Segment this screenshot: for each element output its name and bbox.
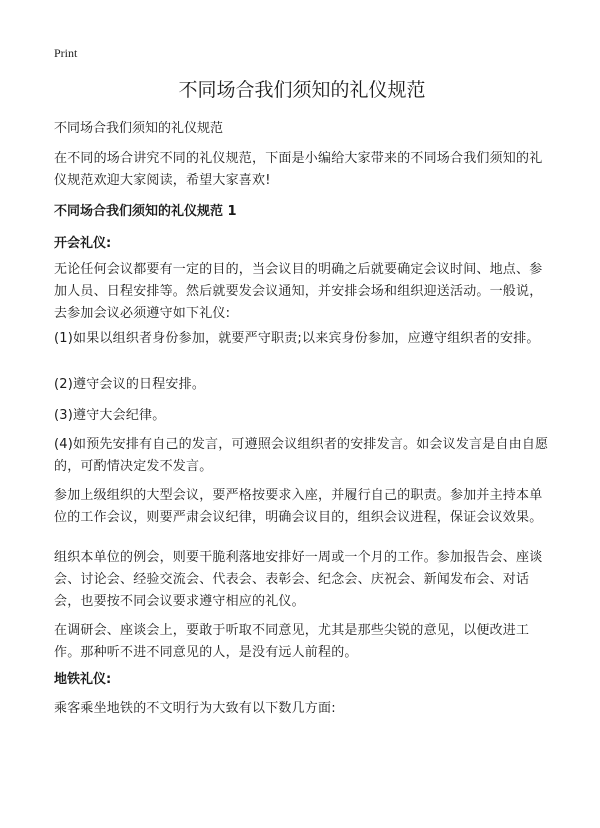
subway-paragraph-1: 乘客乘坐地铁的不文明行为大致有以下数几方面:	[54, 701, 336, 716]
meeting-paragraph-5: (4)如预先安排有自己的发言，可遵照会议组织者的安排发言。如会议发言是自由自愿的，可酌情决定发不发言。	[54, 437, 549, 474]
print-link[interactable]: Print	[54, 46, 78, 60]
meeting-paragraph-1: 无论任何会议都要有一定的目的，当会议目的明确之后就要确定会议时间、地点、参加人员、日程安排等。然后就要发会议通知，并安排会场和组织迎送活动。一般说，去参加会议必须遵守如下礼仪:	[54, 262, 543, 321]
meeting-paragraph-2: (1)如果以组织者身份参加，就要严守职责;以来宾身份参加，应遵守组织者的安排。	[54, 331, 540, 346]
meeting-paragraph-4: (3)遵守大会纪律。	[54, 408, 166, 423]
meeting-paragraph-6: 参加上级组织的大型会议，要严格按要求入座，并履行自己的职责。参加并主持本单位的工作会议，则要严肃会议纪律，明确会议目的，组织会议进程，保证会议效果。	[54, 488, 543, 525]
meeting-paragraph-3: (2)遵守会议的日程安排。	[54, 377, 206, 392]
page-subtitle: 不同场合我们须知的礼仪规范	[54, 121, 224, 136]
subway-etiquette-heading: 地铁礼仪:	[54, 672, 112, 687]
meeting-etiquette-heading: 开会礼仪:	[54, 236, 112, 251]
meeting-paragraph-7: 组织本单位的例会，则要干脆利落地安排好一周或一个月的工作。参加报告会、座谈会、讨论会、经验交流会、代表会、表彰会、纪念会、庆祝会、新闻发布会、对话会，也要按不同会议要求遵守相应的礼仪。	[54, 550, 543, 609]
page-title: 不同场合我们须知的礼仪规范	[178, 79, 426, 101]
section-heading: 不同场合我们须知的礼仪规范 1	[54, 204, 237, 219]
intro-paragraph: 在不同的场合讲究不同的礼仪规范，下面是小编给大家带来的不同场合我们须知的礼仪规范欢迎大家阅读，希望大家喜欢!	[54, 151, 543, 188]
meeting-paragraph-8: 在调研会、座谈会上，要敢于听取不同意见，尤其是那些尖锐的意见，以便改进工作。那种听不进不同意见的人，是没有远人前程的。	[54, 623, 530, 660]
